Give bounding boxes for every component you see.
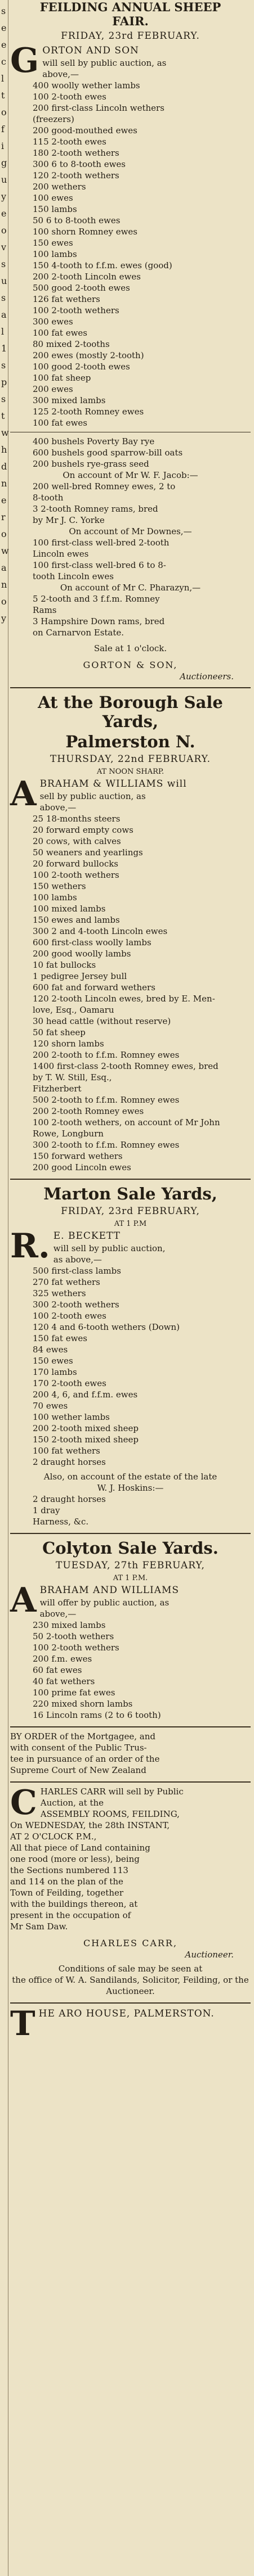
stock-item: 100 mixed lambs [33,904,106,914]
margin-letter: o [1,596,7,607]
stock-item: 1400 first-class 2-tooth Romney ewes, bred [33,1061,219,1071]
intro-paragraph [10,774,251,814]
margin-letter: f [1,124,5,134]
account-item: Lincoln ewes [33,549,89,559]
mortgagee-text [10,1731,251,1776]
sale-date: FRIDAY, 23rd FEBRUARY. [61,30,200,42]
stock-item: 25 18-months steers [33,814,121,824]
stock-item: 400 woolly wether lambs [33,80,140,91]
auctioneer-signature: CHARLES CARR, [83,1938,178,1948]
stock-item: 100 good 2-tooth ewes [33,362,130,372]
notice-heading-continued: Palmerston N. [65,732,195,751]
stock-item: 500 first-class lambs [33,1266,121,1276]
notice-heading: Marton Sale Yards, [43,1184,217,1203]
left-margin-column [0,0,8,2576]
stock-item: 100 fat ewes [33,328,87,338]
land-sale-line: Town of Feilding, together [10,1888,124,1898]
intro-line: E. BECKETT [53,1230,121,1242]
margin-letter: p [1,377,7,387]
stock-item: 325 wethers [33,1288,86,1298]
margin-letter: o [1,529,7,539]
stock-item: 170 2-tooth ewes [33,1378,106,1388]
margin-letter: y [1,191,7,202]
stock-item: 100 2-tooth wethers [33,870,119,880]
drop-cap: C [10,1783,37,1822]
stock-item: 100 shorn Romney ewes [33,227,138,237]
stock-item: 30 head cattle (without reserve) [33,1016,171,1026]
margin-letter: i [1,141,5,151]
sale-time: Sale at 1 o'clock. [93,643,167,653]
stock-item: 200 good-mouthed ewes [33,125,137,136]
stock-item: 20 forward empty cows [33,825,133,835]
stock-item: 100 ewes [33,193,73,203]
drop-cap: T [10,2004,35,2043]
conditions-text: Conditions of sale may be seen at [58,1964,203,1974]
intro-line: as above,— [53,1255,102,1265]
stock-item: 200 first-class Lincoln wethers [33,103,164,113]
margin-letter: e [1,22,7,33]
stock-item: 300 2-tooth wethers [33,1300,119,1310]
margin-letter: w [1,427,9,438]
intro-line: above,— [39,1609,77,1619]
margin-letter: a [1,562,7,573]
stock-item: 100 lambs [33,892,77,903]
land-sale-line: AT 2 O'CLOCK P.M., [10,1831,97,1842]
stock-item: 10 fat bullocks [33,960,96,970]
intro-line: BRAHAM AND WILLIAMS [39,1585,180,1596]
stock-item: 150 ewes and lambs [33,915,120,925]
stock-item: 200 ewes (mostly 2-tooth) [33,350,144,360]
drop-cap: G [10,41,39,80]
margin-letter: o [1,107,7,118]
account-item: 3 2-tooth Romney rams, bred [33,504,158,514]
mortgagee-line: with consent of the Public Trus- [10,1743,147,1753]
margin-letter: d [1,461,7,472]
stock-item: 200 2-tooth mixed sheep [33,1423,139,1433]
stock-item: 180 2-tooth wethers [33,148,119,158]
section-divider [10,1781,251,1783]
sale-time: AT 1 P.M [114,1220,147,1228]
stock-item: 200 good Lincoln ewes [33,1162,131,1172]
stock-item: 125 2-tooth Romney ewes [33,407,144,417]
stock-item: 300 ewes [33,317,73,327]
stock-item: 50 6 to 8-tooth ewes [33,215,121,225]
account-list [10,1494,251,1527]
notice-heading: At the Borough Sale Yards, [38,693,223,731]
stock-item: 40 fat wethers [33,1676,95,1686]
land-sale-line: HARLES CARR will sell by Public [40,1786,184,1797]
margin-letter: s [1,394,6,404]
stock-item: 70 ewes [33,1401,68,1411]
sale-time: AT NOON SHARP. [96,768,164,776]
account-heading: On account of Mr Downes,— [69,526,192,536]
account-heading: On account of Mr W. F. Jacob:— [63,470,198,480]
stock-item: 120 2-tooth wethers [33,170,119,181]
produce-item: 600 bushels good sparrow-bill oats [33,448,183,458]
stock-item: 100 fat sheep [33,373,91,383]
margin-letter: s [1,292,6,303]
account-item: 200 well-bred Romney ewes, 2 to [33,481,176,491]
margin-letter: o [1,225,7,236]
margin-letter: s [1,259,6,269]
account-item: 8-tooth [33,493,64,503]
stock-item: 170 lambs [33,1367,77,1377]
land-sale-line: one rood (more or less), being [10,1854,140,1864]
stock-item: 300 2 and 4-tooth Lincoln ewes [33,926,168,936]
account-item: 5 2-tooth and 3 f.f.m. Romney [33,594,160,604]
stock-item: 200 2-tooth Romney ewes [33,1106,144,1116]
intro-line: above,— [39,802,77,813]
margin-letter: 1 [1,343,7,354]
stock-item: 80 mixed 2-tooths [33,339,110,349]
auctioneer-title: Auctioneer. [185,1950,234,1960]
stock-item: 50 fat sheep [33,1027,86,1037]
margin-letter: t [1,410,5,421]
produce-item: 400 bushels Poverty Bay rye [33,436,155,446]
stock-item: 150 wethers [33,881,86,891]
sale-time: AT 1 P.M. [113,1574,148,1582]
stock-item: 500 2-tooth to f.f.m. Romney ewes [33,1095,180,1105]
stock-item: 600 fat and forward wethers [33,982,155,992]
margin-letter: u [1,174,7,185]
margin-letter: h [1,444,7,455]
stock-item: 100 fat wethers [33,1446,100,1456]
intro-line: above,— [42,69,79,79]
land-sale-text [10,1783,251,1932]
margin-letter: y [1,613,7,624]
stock-item: 50 2-tooth wethers [33,1631,114,1641]
margin-letter: n [1,579,7,590]
newspaper-column [10,0,251,2043]
account-item: tooth Lincoln ewes [33,571,114,581]
stock-item: 100 wether lambs [33,1412,110,1422]
margin-letter: r [1,512,6,522]
stock-item: 200 2-tooth to f.f.m. Romney ewes [33,1050,180,1060]
stock-item: 20 forward bullocks [33,859,119,869]
stock-item: 150 4-tooth to f.f.m. ewes (good) [33,260,172,270]
margin-letter: t [1,90,5,101]
stock-item: 300 2-tooth to f.f.m. Romney ewes [33,1140,180,1150]
intro-line: will sell by public auction, as [42,58,167,68]
stock-item: 220 mixed shorn lambs [33,1699,133,1709]
notice-title: FEILDING ANNUAL SHEEP [39,0,221,14]
stock-item: 300 6 to 8-tooth ewes [33,159,126,169]
land-sale-line: with the buildings thereon, at [10,1899,138,1909]
intro-paragraph [10,1226,251,1266]
section-divider [10,1533,251,1534]
stock-list [10,1619,251,1721]
drop-cap: A [10,1581,37,1620]
margin-letter: v [1,242,7,252]
margin-letter: n [1,478,7,489]
account-item: 1 dray [33,1505,60,1515]
account-heading: Also, on account of the estate of the late [43,1472,217,1482]
stock-item: by T. W. Still, Esq., [33,1072,112,1082]
margin-letter: l [1,326,5,337]
notice-title-continued: FAIR. [112,14,149,28]
margin-letter: e [1,495,7,506]
mortgagee-line: tee in pursuance of an order of the [10,1754,160,1764]
stock-item: Fitzherbert [33,1084,82,1094]
stock-item: Rowe, Longburn [33,1129,104,1139]
intro-line: BRAHAM & WILLIAMS will [39,778,187,790]
stock-item: 120 4 and 6-tooth wethers (Down) [33,1322,180,1332]
stock-item: 84 ewes [33,1345,68,1355]
marton-sale-yards-notice [10,1184,251,1527]
stock-item: 100 2-tooth wethers, on account of Mr John [33,1117,220,1127]
land-sale-notice [10,1783,251,1997]
margin-letter: w [1,545,9,556]
stock-list [10,1265,251,1468]
account-item: on Carnarvon Estate. [33,628,124,638]
stock-item: 100 2-tooth ewes [33,92,106,102]
land-sale-line: present in the occupation of [10,1910,131,1920]
aro-house-notice [10,2004,251,2043]
intro-line: will offer by public auction, as [39,1598,170,1608]
stock-item: 100 2-tooth wethers [33,305,119,315]
stock-item: 100 lambs [33,249,77,259]
stock-item: 600 first-class woolly lambs [33,937,151,948]
margin-letter: s [1,360,6,371]
margin-letter: c [1,56,6,67]
footer-heading: HE ARO HOUSE, PALMERSTON. [38,2008,215,2019]
margin-letter: e [1,208,7,219]
colyton-sale-yards-notice [10,1539,251,1721]
stock-item: 200 2-tooth Lincoln ewes [33,272,141,282]
stock-item: 120 shorn lambs [33,1039,104,1049]
land-sale-line: the Sections numbered 113 [10,1865,128,1875]
account-heading: W. J. Hoskins:— [97,1483,164,1493]
section-divider [10,1726,251,1727]
auctioneer-title: Auctioneers. [180,671,234,682]
account-item: 100 first-class well-bred 6 to 8- [33,560,166,570]
account-item: Rams [33,605,57,615]
land-sale-line: Auction, at the [40,1798,104,1808]
stock-item: 100 2-tooth ewes [33,1311,106,1321]
account-heading: On account of Mr C. Pharazyn,— [60,583,201,593]
sale-date: THURSDAY, 22nd FEBRUARY. [50,754,211,765]
stock-item: love, Esq., Oamaru [33,1005,114,1015]
stock-item: 2 draught horses [33,1457,106,1467]
stock-item: 16 Lincoln rams (2 to 6 tooth) [33,1710,161,1720]
stock-item: 120 2-tooth Lincoln ewes, bred by E. Men- [33,994,215,1004]
intro-line: will sell by public auction, [53,1243,166,1253]
land-sale-line: and 114 on the plan of the [10,1876,123,1887]
stock-item: 60 fat ewes [33,1665,82,1675]
margin-letter: a [1,309,7,320]
stock-item: 1 pedigree Jersey bull [33,971,127,981]
stock-item: 150 forward wethers [33,1151,123,1161]
stock-item: 200 ewes [33,384,73,394]
feilding-sheep-fair-notice [10,0,251,682]
stock-item: 300 mixed lambs [33,395,106,405]
stock-item: 500 good 2-tooth ewes [33,283,130,293]
stock-item: 200 wethers [33,182,86,192]
produce-item: 200 bushels rye-grass seed [33,459,149,469]
sale-date: FRIDAY, 23rd FEBRUARY, [61,1206,200,1217]
stock-list [10,813,251,1173]
stock-item: 100 prime fat ewes [33,1688,115,1698]
intro-paragraph [10,41,251,80]
stock-item: 20 cows, with calves [33,836,121,846]
margin-letter: l [1,73,5,84]
stock-item: 230 mixed lambs [33,1620,106,1630]
stock-list [10,80,251,428]
sale-date: TUESDAY, 27th FEBRUARY, [56,1560,205,1571]
drop-cap: R. [10,1226,50,1266]
account-item: Harness, &c. [33,1517,89,1527]
stock-item: 200 f.m. ewes [33,1654,92,1664]
intro-line: sell by public auction, as [39,791,146,801]
drop-cap: A [10,774,37,814]
stock-item: 270 fat wethers [33,1277,100,1287]
mortgagee-line: BY ORDER of the Mortgagee, and [10,1731,155,1742]
mortgagee-notice [10,1731,251,1776]
stock-item: 100 fat ewes [33,418,87,428]
margin-letter: g [1,157,7,168]
stock-item: 50 weaners and yearlings [33,847,143,858]
produce-list [10,436,251,470]
stock-item: 150 fat ewes [33,1333,87,1343]
account-list [10,537,251,582]
section-divider [10,687,251,688]
stock-item: 115 2-tooth ewes [33,137,106,147]
stock-item: 150 lambs [33,204,77,214]
land-sale-line: All that piece of Land containing [10,1843,150,1853]
land-sale-line: ASSEMBLY ROOMS, FEILDING, [40,1809,180,1819]
auctioneer-signature: GORTON & SON, [83,660,178,670]
account-item: 100 first-class well-bred 2-tooth [33,538,170,548]
notice-heading: Colyton Sale Yards. [42,1539,219,1558]
stock-item: 150 ewes [33,1356,73,1366]
intro-line: ORTON AND SON [42,45,139,56]
land-sale-line: On WEDNESDAY, the 28th INSTANT, [10,1820,170,1830]
land-sale-line: Mr Sam Daw. [10,1921,68,1932]
account-list [10,481,251,526]
section-divider [10,1179,251,1180]
account-list [10,593,251,638]
stock-item: 150 2-tooth mixed sheep [33,1434,139,1445]
stock-item: 100 2-tooth wethers [33,1643,119,1653]
conditions-text: the office of W. A. Sandilands, Solicitor, Feilding, or the Auctioneer. [12,1975,249,1996]
stock-item: 126 fat wethers [33,294,100,304]
margin-letter: s [1,6,6,16]
borough-sale-yards-notice [10,693,251,1173]
account-item: by Mr J. C. Yorke [33,515,105,525]
section-divider [10,2002,251,2004]
mortgagee-line: Supreme Court of New Zealand [10,1765,146,1775]
stock-item: 150 ewes [33,238,73,248]
stock-item: 200 good woolly lambs [33,949,131,959]
stock-item: (freezers) [33,114,74,124]
intro-paragraph [10,1581,251,1620]
margin-letter: u [1,276,7,286]
margin-letter: e [1,39,7,50]
account-item: 3 Hampshire Down rams, bred [33,616,165,626]
stock-item: 200 4, 6, and f.f.m. ewes [33,1389,138,1400]
account-item: 2 draught horses [33,1494,106,1504]
